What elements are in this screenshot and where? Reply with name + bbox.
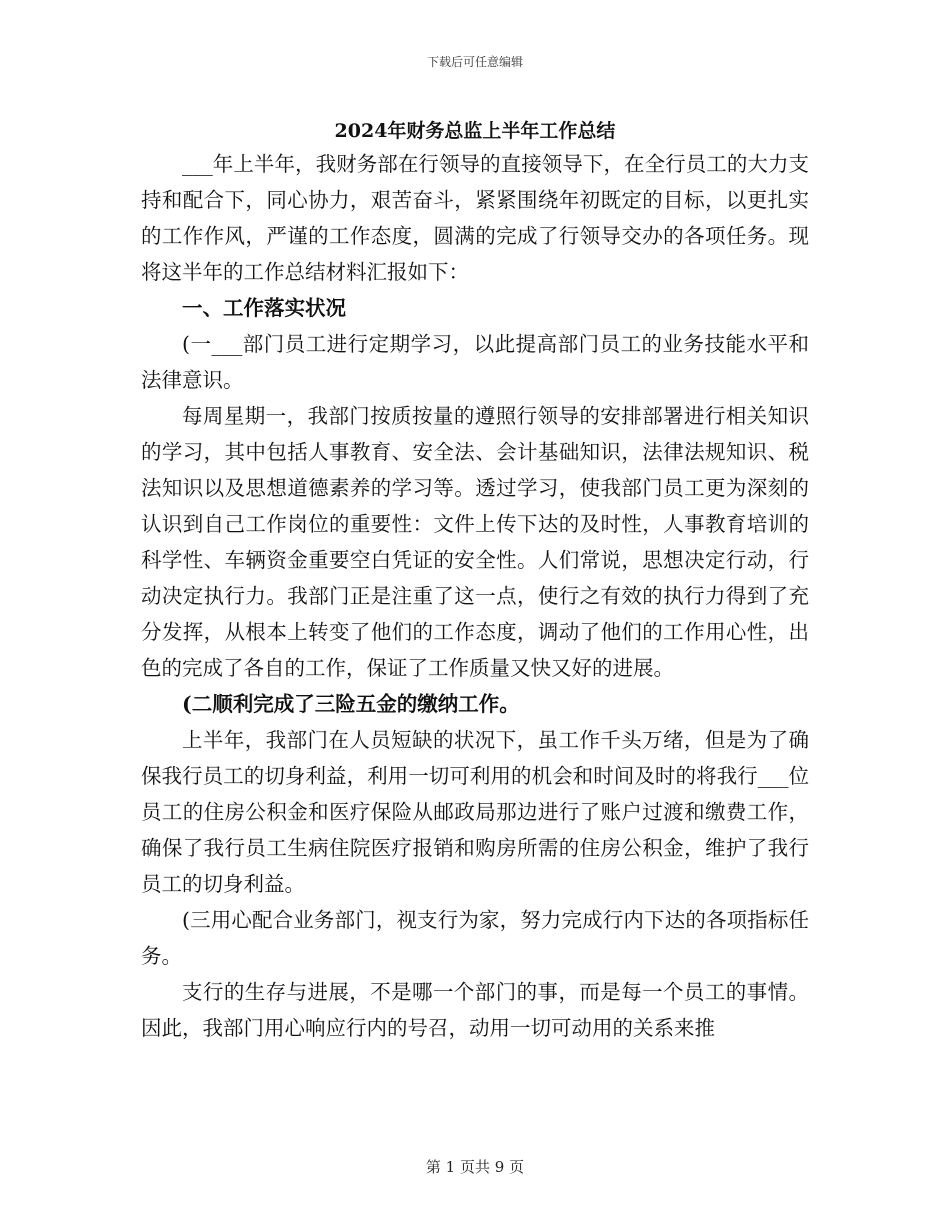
header-note: 下载后可任意编辑 [426,55,523,69]
body-paragraph: 每周星期一，我部门按质按量的遵照行领导的安排部署进行相关知识的学习，其中包括人事教育、安全法、会计基础知识，法律法规知识、税法知识以及思想道德素养的学习等。透过学习，使我部门员工更为深刻的认识到自己工作岗位的重要性：文件上传下达的及时性，人事教育培训的科学性、车辆资金重要空白凭证的安全性。人们常说，思想决定行动，行动决定执行力。我部门正是注重了这一点，使行之有效的执行力得到了充分发挥，从根本上转变了他们的工作态度，调动了他们的工作用心性，出色的完成了各自的工作，保证了工作质量又快又好的进展。 [141,404,809,680]
subsection-one: (一___部门员工进行定期学习，以此提高部门员工的业务技能水平和法律意识。 [141,332,809,392]
page-number-footer: 第 1 页共 9 页 [425,1158,525,1176]
document-title: 2024年财务总监上半年工作总结 [334,120,616,142]
intro-paragraph: ___年上半年，我财务部在行领导的直接领导下，在全行员工的大力支持和配合下，同心协力，艰苦奋斗，紧紧围绕年初既定的目标，以更扎实的工作作风，严谨的工作态度，圆满的完成了行领导交办的各项任务。现将这半年的工作总结材料汇报如下： [141,152,809,284]
section-heading: 一、工作落实状况 [182,296,346,320]
document-body [141,146,809,1046]
subsection-two: (二顺利完成了三险五金的缴纳工作。 [182,692,520,716]
subsection-three: (三用心配合业务部门，视支行为家，努力完成行内下达的各项指标任务。 [141,908,809,968]
body-paragraph: 上半年，我部门在人员短缺的状况下，虽工作千头万绪，但是为了确保我行员工的切身利益，利用一切可利用的机会和时间及时的将我行___位员工的住房公积金和医疗保险从邮政局那边进行了账户过渡和缴费工作，确保了我行员工生病住院医疗报销和购房所需的住房公积金，维护了我行员工的切身利益。 [141,728,809,896]
body-paragraph: 支行的生存与进展，不是哪一个部门的事，而是每一个员工的事情。因此，我部门用心响应行内的号召，动用一切可动用的关系来推 [141,980,809,1040]
